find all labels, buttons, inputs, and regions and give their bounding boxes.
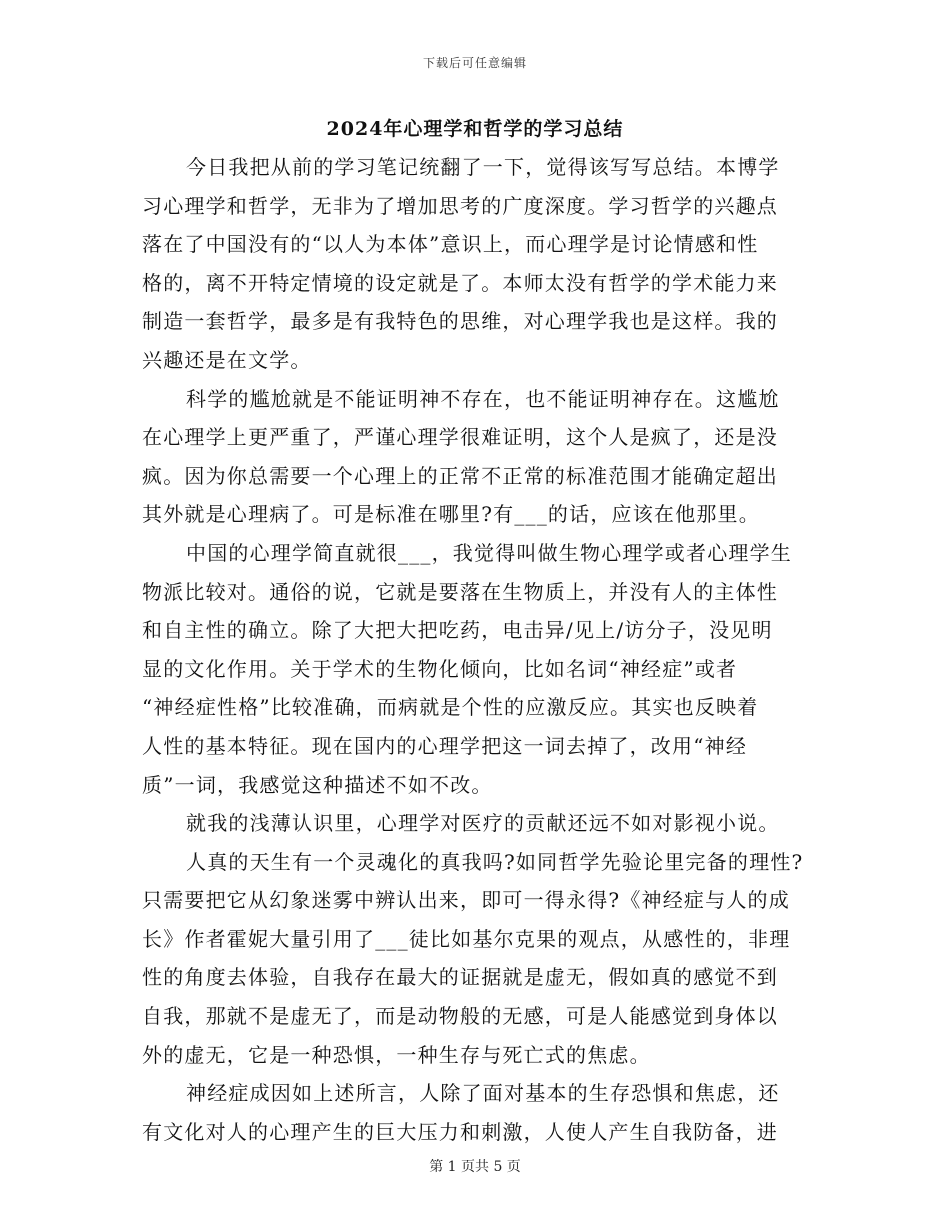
- text-line: 有文化对人的心理产生的巨大压力和刺激，人使人产生自我防备，进: [142, 1119, 778, 1144]
- text-line: 落在了中国没有的“以人为本体”意识上，而心理学是讨论情感和性: [142, 232, 759, 257]
- page-footer: 第 1 页共 5 页: [429, 1159, 521, 1175]
- text-line: 人性的基本特征。现在国内的心理学把这一词去掉了，改用“神经: [142, 733, 748, 758]
- text-line: 习心理学和哲学，无非为了增加思考的广度深度。学习哲学的兴趣点: [142, 193, 778, 218]
- text-line: 疯。因为你总需要一个心理上的正常不正常的标准范围才能确定超出: [142, 463, 778, 488]
- text-line: 自我，那就不是虚无了，而是动物般的无感，可是人能感觉到身体以: [142, 1004, 778, 1029]
- text-line: 长》作者霍妮大量引用了___徒比如基尔克果的观点，从感性的，非理: [142, 926, 791, 951]
- text-line: 显的文化作用。关于学术的生物化倾向，比如名词“神经症”或者: [142, 656, 738, 681]
- text-line: 人真的天生有一个灵魂化的真我吗?如同哲学先验论里完备的理性?: [186, 849, 804, 874]
- text-line: 科学的尴尬就是不能证明神不存在，也不能证明神存在。这尴尬: [186, 386, 780, 411]
- text-line: 其外就是心理病了。可是标准在哪里?有___的话，应该在他那里。: [142, 502, 760, 527]
- text-line: 性的角度去体验，自我存在最大的证据就是虚无，假如真的感觉不到: [142, 965, 778, 990]
- text-line: 只需要把它从幻象迷雾中辨认出来，即可一得永得?《神经症与人的成: [142, 888, 790, 913]
- text-line: 在心理学上更严重了，严谨心理学很难证明，这个人是疯了，还是没: [142, 425, 778, 450]
- text-line: 今日我把从前的学习笔记统翻了一下，觉得该写写总结。本博学: [186, 155, 780, 179]
- text-line: 兴趣还是在文学。: [142, 347, 312, 372]
- text-line: 和自主性的确立。除了大把大把吃药，电击异/见上/访分子，没见明: [142, 618, 773, 643]
- text-line: “神经症性格”比较准确，而病就是个性的应激反应。其实也反映着: [142, 695, 759, 720]
- text-line: 神经症成因如上述所言，人除了面对基本的生存恐惧和焦虑，还: [186, 1081, 780, 1106]
- text-line: 制造一套哲学，最多是有我特色的思维，对心理学我也是这样。我的: [142, 309, 778, 334]
- body-text: [142, 148, 808, 1151]
- document-title: 2024年心理学和哲学的学习总结: [326, 118, 624, 140]
- text-line: 中国的心理学简直就很___，我觉得叫做生物心理学或者心理学生: [186, 540, 792, 565]
- text-line: 物派比较对。通俗的说，它就是要落在生物质上，并没有人的主体性: [142, 579, 778, 604]
- text-line: 质”一词，我感觉这种描述不如不改。: [142, 772, 493, 797]
- text-line: 格的，离不开特定情境的设定就是了。本师太没有哲学的学术能力来: [142, 270, 778, 295]
- text-line: 外的虚无，它是一种恐惧，一种生存与死亡式的焦虑。: [142, 1042, 651, 1067]
- text-line: 就我的浅薄认识里，心理学对医疗的贡献还远不如对影视小说。: [186, 811, 780, 836]
- header-note: 下载后可任意编辑: [422, 56, 527, 70]
